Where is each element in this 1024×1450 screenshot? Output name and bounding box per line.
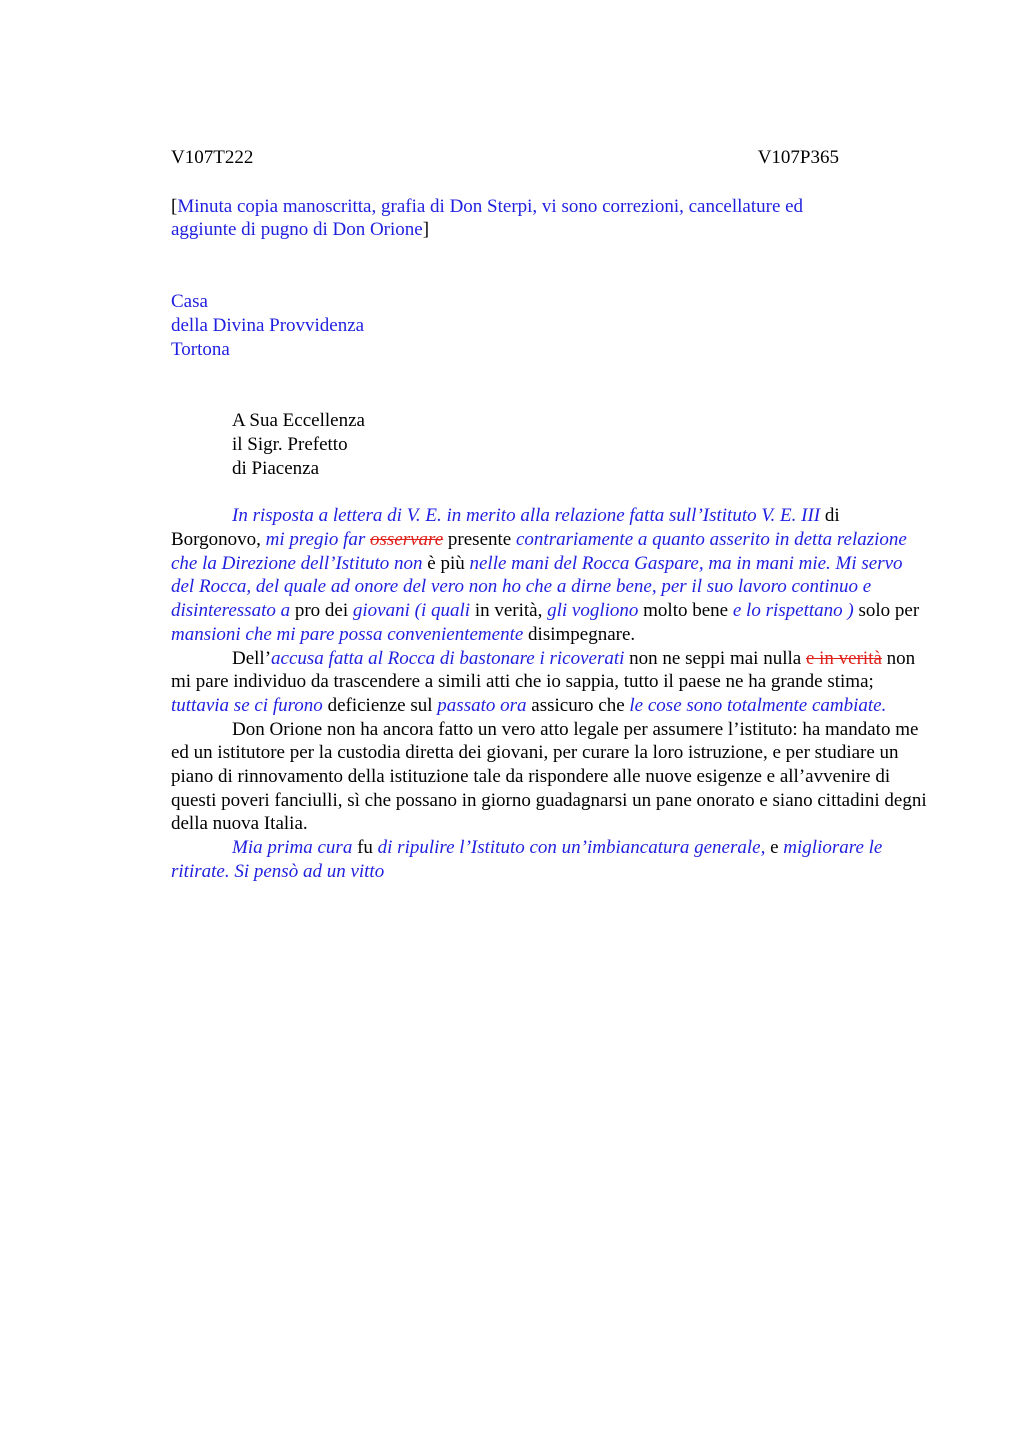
added-text: tuttavia se ci furono xyxy=(171,694,323,716)
paragraph-3: Don Orione non ha ancora fatto un vero atto legale per assumere l’istituto: ha mandato me ed un istitutore per la custodia diretta dei giovani, per curare la loro istruzione, e per studiare un piano di rinnovamento della istituzione tale da rispondere alle nuove esigenze e all’avvenire di questi poveri fanciulli, sì che possano in giorno guadagnarsi un pane onorato e siano cittadini degni della nuova Italia. xyxy=(171,718,927,835)
added-text: di ripulire l’Istituto con un’imbiancatura generale, xyxy=(377,837,766,859)
document-page xyxy=(171,146,931,884)
recipient-line: di Piacenza xyxy=(232,457,320,479)
note-text-line2: aggiunte di pugno di Don Orione xyxy=(171,219,423,241)
struck-text: e in verità xyxy=(805,647,882,669)
original-text: assicuro che xyxy=(526,694,630,716)
original-text: non mi pare individuo da trascendere a simili atti che io sappia, tutto il paese ne ha grande stima; xyxy=(171,647,916,693)
sender-line: Tortona xyxy=(171,338,230,360)
recipient-address xyxy=(232,409,931,480)
note-text-line1: Minuta copia manoscritta, grafia di Don Sterpi, vi sono correzioni, cancellature ed xyxy=(177,195,804,217)
original-text: in verità, xyxy=(470,600,548,622)
added-text: nelle mani del Rocca Gaspare, ma in mani mie. Mi servo del Rocca, del quale ad onore del vero non ho che a dirne bene, per il suo lavoro continuo e disinteressato a xyxy=(171,552,903,622)
added-text: contrariamente a quanto asserito in detta relazione che la Direzione dell’Istituto non xyxy=(171,529,907,574)
original-text: fu xyxy=(352,837,378,859)
letter-body xyxy=(171,504,927,883)
paragraph-1 xyxy=(171,504,927,646)
original-text: di Borgonovo, xyxy=(171,505,840,551)
document-header xyxy=(171,146,839,170)
added-text: gli vogliono xyxy=(547,600,639,622)
added-text: mi pregio far xyxy=(265,529,370,551)
original-text: presente xyxy=(443,529,516,551)
paragraph-4 xyxy=(171,836,927,883)
added-text: le cose sono totalmente cambiate. xyxy=(629,694,887,716)
note-close-bracket: ] xyxy=(422,219,430,241)
document-code-right: V107P365 xyxy=(757,147,839,168)
paragraph-2 xyxy=(171,647,927,718)
sender-line: Casa xyxy=(171,291,208,313)
added-text: In risposta a lettera di V. E. in merito alla relazione fatta sull’Istituto V. E. III xyxy=(232,505,821,527)
added-text: mansioni che mi pare possa convenientemente xyxy=(171,623,524,645)
original-text: è più xyxy=(422,552,470,574)
sender-address xyxy=(171,290,931,361)
recipient-line: il Sigr. Prefetto xyxy=(232,433,348,455)
added-text: passato ora xyxy=(437,694,527,716)
original-text: Dell’ xyxy=(232,647,272,669)
original-text: deficienze sul xyxy=(322,694,438,716)
added-text: migliorare le ritirate. Si pensò ad un vitto xyxy=(171,837,883,882)
added-text: accusa fatta al Rocca di bastonare i ricoverati xyxy=(271,647,625,669)
added-text: giovani (i quali xyxy=(352,600,471,622)
added-text: Mia prima cura xyxy=(232,837,353,859)
original-text: solo per xyxy=(853,600,920,622)
added-text: e lo rispettano ) xyxy=(732,600,854,622)
sender-line: della Divina Provvidenza xyxy=(171,314,365,336)
original-text: e xyxy=(765,837,784,859)
struck-text: osservare xyxy=(370,529,444,551)
original-text: non ne seppi mai nulla xyxy=(624,647,806,669)
original-text: molto bene xyxy=(638,600,733,622)
recipient-line: A Sua Eccellenza xyxy=(232,410,365,432)
document-code-left: V107T222 xyxy=(171,147,254,168)
editorial-note xyxy=(171,195,931,242)
original-text: disimpegnare. xyxy=(523,623,636,645)
note-open-bracket: [ xyxy=(171,195,178,217)
original-text: pro dei xyxy=(290,600,353,622)
